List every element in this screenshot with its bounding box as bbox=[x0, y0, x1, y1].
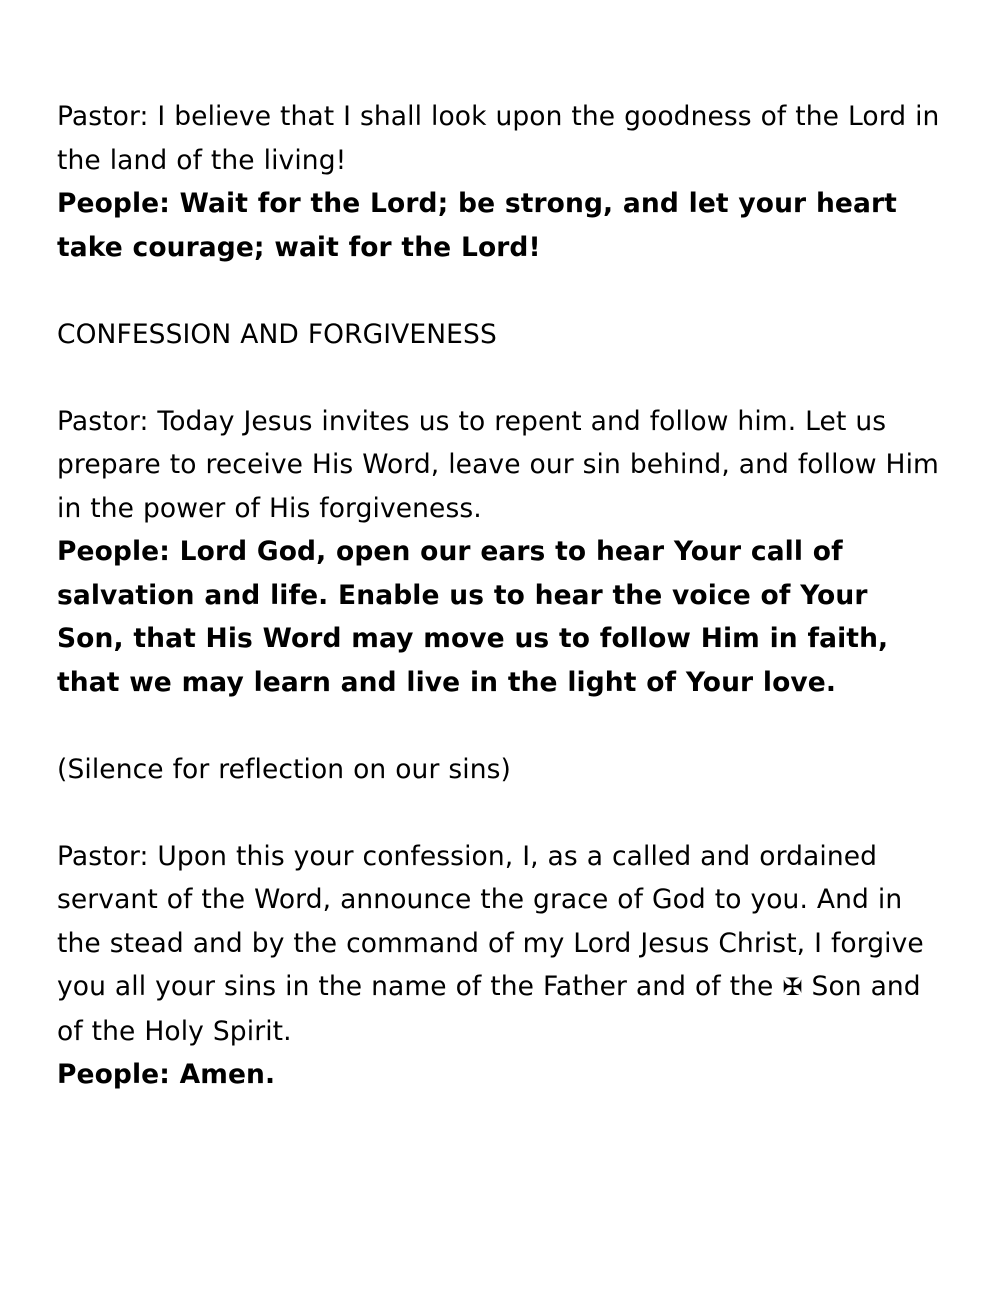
absolution-pastor-line bbox=[57, 835, 940, 1054]
confession-invitation-pastor-line: Pastor: Today Jesus invites us to repent and follow him. Let us prepare to receive His Word, leave our sin behind, and follow Him in the power of His forgiveness. bbox=[57, 405, 939, 524]
absolution-text-after-cross: Son and of the Holy Spirit. bbox=[57, 971, 921, 1047]
silence-rubric-line: (Silence for reflection on our sins) bbox=[57, 753, 511, 785]
paragraph-spacer bbox=[57, 791, 940, 835]
paragraph-spacer bbox=[57, 704, 940, 748]
paragraph-spacer bbox=[57, 269, 940, 313]
paragraph-spacer bbox=[57, 356, 940, 400]
psalm-response-people-line: People: Wait for the Lord; be strong, and let your heart take courage; wait for the Lord! bbox=[57, 188, 897, 263]
absolution-text-before-cross: Pastor: Upon this your confession, I, as a called and ordained servant of the Word, announce the grace of God to you. And in the stead and by the command of my Lord Jesus Christ, I forgive you all your sins in the name of the Father and of the bbox=[57, 840, 924, 1002]
section-heading-confession: CONFESSION AND FORGIVENESS bbox=[57, 318, 497, 350]
maltese-cross-icon: ✠ bbox=[782, 973, 803, 1001]
absolution-people-line: People: Amen. bbox=[57, 1059, 276, 1090]
confession-people-line: People: Lord God, open our ears to hear Your call of salvation and life. Enable us to hear the voice of Your Son, that His Word may move us to follow Him in faith, that we may learn and live in the light of Your love. bbox=[57, 536, 889, 698]
psalm-response-pastor-line: Pastor: I believe that I shall look upon the goodness of the Lord in the land of the living! bbox=[57, 101, 940, 176]
